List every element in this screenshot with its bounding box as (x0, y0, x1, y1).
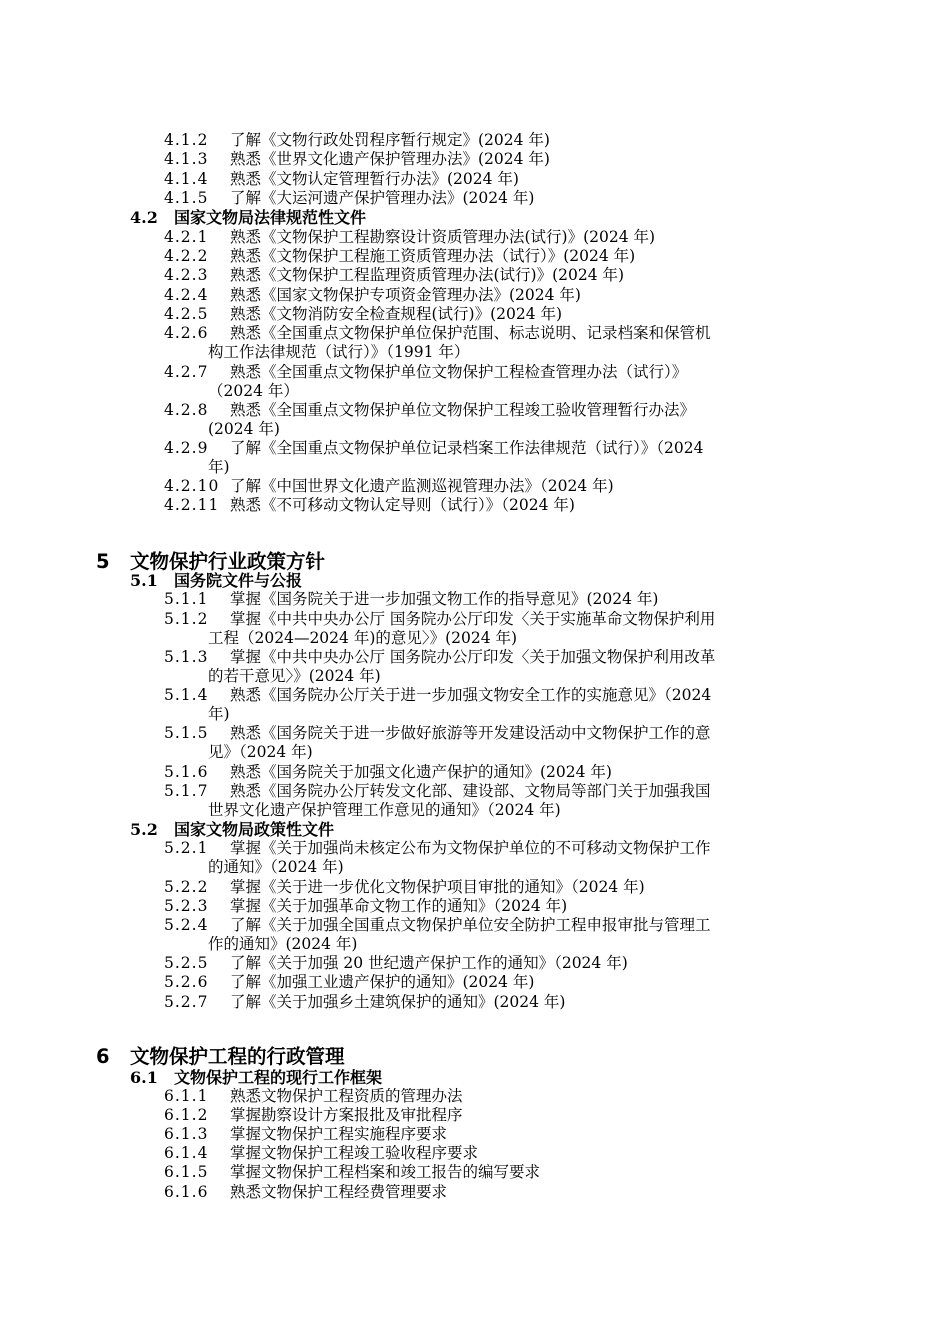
item-text: 掌握文物保护工程实施程序要求 (230, 1125, 448, 1143)
item-text: 熟悉文物保护工程资质的管理办法 (230, 1087, 463, 1105)
list-item (164, 189, 854, 208)
item-text: 熟悉《不可移动文物认定导则（试行）》（2024 年) (230, 496, 575, 514)
list-item (164, 916, 854, 954)
list-item (164, 724, 854, 762)
list-item (164, 477, 854, 496)
item-text: 熟悉《全国重点文物保护单位文物保护工程检查管理办法（试行）》 (230, 363, 688, 381)
list-item (164, 610, 854, 648)
item-number: 5.2.1 (164, 839, 209, 857)
item-number: 4.1.3 (164, 150, 209, 168)
list-item (164, 839, 854, 877)
item-number: 5.2.3 (164, 897, 209, 915)
item-number: 5.1.6 (164, 763, 209, 781)
list-item (164, 247, 854, 266)
item-text: 熟悉《文物保护工程施工资质管理办法（试行）》(2024 年) (230, 247, 636, 265)
item-number: 4.2.8 (164, 401, 209, 419)
item-number: 4.2.10 (164, 477, 220, 495)
subsection-heading (130, 571, 302, 590)
item-number: 6.1.3 (164, 1125, 209, 1143)
list-item (164, 1183, 854, 1202)
item-number: 4.1.4 (164, 170, 209, 188)
item-number: 5.1.1 (164, 590, 209, 608)
subsection-heading (130, 1068, 382, 1087)
subsection-number: 5.2 (130, 820, 158, 839)
item-text: 掌握《国务院关于进一步加强文物工作的指导意见》(2024 年) (230, 590, 659, 608)
item-number: 4.1.5 (164, 189, 209, 207)
item-text: 熟悉《世界文化遗产保护管理办法》(2024 年) (230, 150, 550, 168)
item-number: 5.2.4 (164, 916, 209, 934)
list-item (164, 363, 854, 401)
item-text-continuation: 工程（2024—2024 年)的意见〉》(2024 年) (208, 629, 518, 648)
item-text: 了解《文物行政处罚程序暂行规定》(2024 年) (230, 131, 550, 149)
item-number: 5.2.6 (164, 973, 209, 991)
item-text: 掌握文物保护工程档案和竣工报告的编写要求 (230, 1163, 541, 1181)
list-item (164, 1144, 854, 1163)
item-text: 熟悉《文物保护工程勘察设计资质管理办法(试行)》(2024 年) (230, 228, 656, 246)
subsection-title: 国家文物局政策性文件 (174, 820, 335, 839)
item-text: 了解《关于加强乡土建筑保护的通知》(2024 年) (230, 993, 566, 1011)
subsection-heading (130, 820, 334, 839)
item-text-continuation: 年) (208, 705, 230, 724)
item-number: 4.2.7 (164, 363, 209, 381)
item-text: 了解《中国世界文化遗产监测巡视管理办法》（2024 年) (230, 477, 614, 495)
item-text-continuation: 作的通知》(2024 年) (208, 935, 358, 954)
list-item (164, 228, 854, 247)
item-text: 了解《全国重点文物保护单位记录档案工作法律规范（试行）》（2024 (230, 439, 704, 457)
item-number: 4.2.4 (164, 286, 209, 304)
item-text: 熟悉《国务院办公厅转发文化部、建设部、文物局等部门关于加强我国 (230, 782, 711, 800)
list-item (164, 150, 854, 169)
item-text-continuation: 的若干意见〉》(2024 年) (208, 667, 381, 686)
list-item (164, 496, 854, 515)
item-text: 掌握《关于加强尚未核定公布为文物保护单位的不可移动文物保护工作 (230, 839, 711, 857)
item-text: 熟悉《国务院关于进一步做好旅游等开发建设活动中文物保护工作的意 (230, 724, 711, 742)
list-item (164, 878, 854, 897)
item-number: 6.1.6 (164, 1183, 209, 1201)
section-number: 6 (96, 1045, 110, 1068)
list-item (164, 973, 854, 992)
item-number: 4.2.6 (164, 324, 209, 342)
item-text-continuation: 年) (208, 458, 230, 477)
list-item (164, 286, 854, 305)
subsection-number: 4.2 (130, 208, 158, 227)
list-item (164, 439, 854, 477)
list-item (164, 324, 854, 362)
item-text: 熟悉《文物认定管理暂行办法》(2024 年) (230, 170, 519, 188)
item-text-continuation: 的通知》（2024 年) (208, 858, 344, 877)
section-title: 文物保护行业政策方针 (130, 550, 326, 573)
item-number: 5.2.7 (164, 993, 209, 1011)
item-text: 掌握勘察设计方案报批及审批程序 (230, 1106, 463, 1124)
item-text-continuation: 构工作法律规范（试行）》（1991 年） (208, 343, 470, 362)
item-text: 了解《关于加强全国重点文物保护单位安全防护工程申报审批与管理工 (230, 916, 711, 934)
item-number: 4.2.2 (164, 247, 209, 265)
list-item (164, 401, 854, 439)
item-number: 5.2.2 (164, 878, 209, 896)
subsection-number: 6.1 (130, 1068, 158, 1087)
item-text: 掌握《中共中央办公厅 国务院办公厅印发〈关于实施革命文物保护利用 (230, 610, 716, 628)
section-title: 文物保护工程的行政管理 (130, 1045, 345, 1068)
list-item (164, 954, 854, 973)
item-number: 6.1.1 (164, 1087, 209, 1105)
item-text: 了解《加强工业遗产保护的通知》(2024 年) (230, 973, 535, 991)
item-number: 5.1.3 (164, 648, 209, 666)
section-heading (96, 1045, 345, 1069)
list-item (164, 648, 854, 686)
item-text: 掌握《关于进一步优化文物保护项目审批的通知》（2024 年) (230, 878, 645, 896)
item-number: 5.1.7 (164, 782, 209, 800)
list-item (164, 266, 854, 285)
item-number: 4.2.1 (164, 228, 209, 246)
item-number: 4.1.2 (164, 131, 209, 149)
list-item (164, 590, 854, 609)
item-number: 6.1.4 (164, 1144, 209, 1162)
list-item (164, 897, 854, 916)
item-number: 5.2.5 (164, 954, 209, 972)
item-text: 熟悉《文物消防安全检查规程(试行)》(2024 年) (230, 305, 563, 323)
list-item (164, 1163, 854, 1182)
item-number: 5.1.4 (164, 686, 209, 704)
list-item (164, 686, 854, 724)
list-item (164, 763, 854, 782)
item-text-continuation: 见》（2024 年) (208, 743, 313, 762)
subsection-heading (130, 208, 366, 227)
item-text: 了解《大运河遗产保护管理办法》(2024 年) (230, 189, 535, 207)
item-text: 了解《关于加强 20 世纪遗产保护工作的通知》（2024 年) (230, 954, 628, 972)
section-number: 5 (96, 550, 110, 573)
list-item (164, 782, 854, 820)
item-number: 6.1.5 (164, 1163, 209, 1181)
item-text-continuation: （2024 年） (208, 382, 299, 401)
item-number: 4.2.3 (164, 266, 209, 284)
subsection-number: 5.1 (130, 571, 158, 590)
list-item (164, 170, 854, 189)
list-item (164, 1106, 854, 1125)
list-item (164, 1125, 854, 1144)
item-text: 熟悉文物保护工程经费管理要求 (230, 1183, 448, 1201)
item-text: 熟悉《国务院关于加强文化遗产保护的通知》(2024 年) (230, 763, 612, 781)
list-item (164, 1087, 854, 1106)
item-number: 4.2.5 (164, 305, 209, 323)
item-text: 熟悉《全国重点文物保护单位文物保护工程竣工验收管理暂行办法》 (230, 401, 696, 419)
subsection-title: 国务院文件与公报 (174, 571, 303, 590)
item-text: 熟悉《国务院办公厅关于进一步加强文物安全工作的实施意见》（2024 (230, 686, 712, 704)
subsection-title: 文物保护工程的现行工作框架 (174, 1068, 383, 1087)
item-number: 5.1.5 (164, 724, 209, 742)
item-text: 掌握《关于加强革命文物工作的通知》（2024 年) (230, 897, 568, 915)
item-number: 5.1.2 (164, 610, 209, 628)
item-text: 掌握文物保护工程竣工验收程序要求 (230, 1144, 479, 1162)
item-text: 熟悉《全国重点文物保护单位保护范围、标志说明、记录档案和保管机 (230, 324, 711, 342)
item-text: 掌握《中共中央办公厅 国务院办公厅印发〈关于加强文物保护利用改革 (230, 648, 716, 666)
item-number: 4.2.11 (164, 496, 220, 514)
item-number: 4.2.9 (164, 439, 209, 457)
list-item (164, 305, 854, 324)
item-text: 熟悉《国家文物保护专项资金管理办法》(2024 年) (230, 286, 581, 304)
item-text-continuation: 世界文化遗产保护管理工作意见的通知》（2024 年) (208, 801, 561, 820)
item-number: 6.1.2 (164, 1106, 209, 1124)
list-item (164, 993, 854, 1012)
list-item (164, 131, 854, 150)
item-text: 熟悉《文物保护工程监理资质管理办法(试行)》(2024 年) (230, 266, 625, 284)
item-text-continuation: (2024 年) (208, 420, 280, 439)
subsection-title: 国家文物局法律规范性文件 (174, 208, 367, 227)
